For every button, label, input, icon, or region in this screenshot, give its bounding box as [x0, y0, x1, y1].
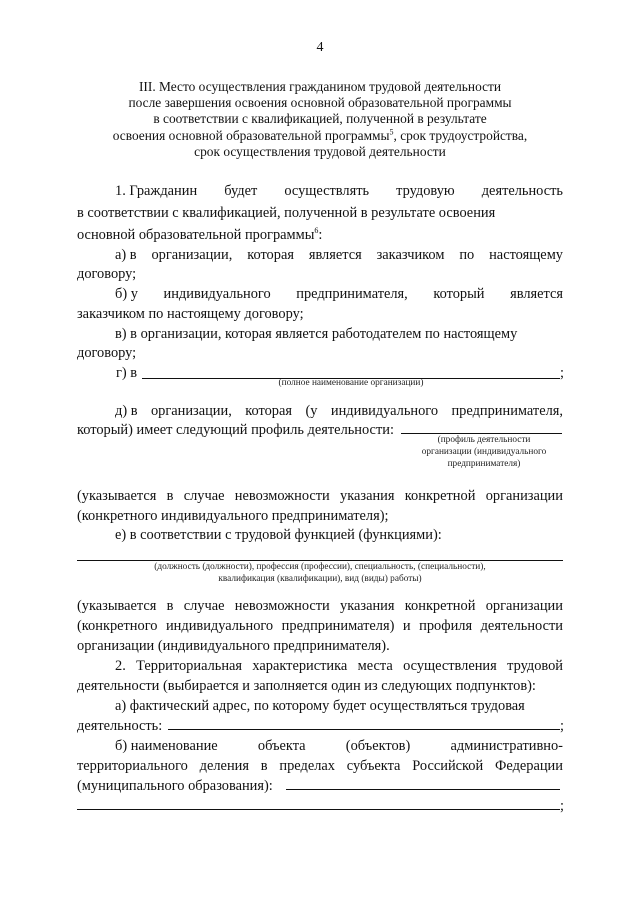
item-b-word: б) у — [115, 286, 138, 302]
p2b-field-2[interactable] — [77, 809, 560, 810]
item-b-word: индивидуального — [163, 286, 271, 302]
item-d-line-2: который) имеет следующий профиль деятельности: — [77, 422, 394, 438]
note-2-word: деятельности — [480, 618, 563, 634]
item-g-label: г) в — [116, 365, 138, 381]
heading-line-4-rest: , срок трудоустройства, — [393, 127, 528, 143]
note-2-word: невозможности — [234, 598, 330, 614]
heading-line-4 — [60, 128, 580, 144]
p1-line-1 — [115, 182, 563, 200]
footnote-mark-5: 5 — [389, 127, 394, 137]
p1-line-3 — [77, 226, 563, 244]
p2b-word: субъекта — [346, 758, 401, 774]
item-d-caption-line: предпринимателя) — [447, 459, 521, 469]
item-g-end: ; — [560, 365, 564, 381]
p1-word: осуществлять — [284, 183, 370, 199]
note-2-line-1 — [77, 597, 563, 615]
item-e-caption-line: квалификация (квалификации), вид (виды) работы) — [218, 574, 422, 584]
item-b-word: предпринимателя, — [296, 286, 408, 302]
heading-line-3: в соответствии с квалификацией, полученной в результате — [153, 111, 487, 127]
item-d-word: индивидуального — [330, 403, 439, 419]
item-d-word: (у — [305, 403, 318, 419]
p1-word: будет — [224, 183, 258, 199]
p2b-word: объекта — [257, 738, 306, 754]
p1-line-2: в соответствии с квалификацией, полученной в результате освоения — [77, 205, 496, 221]
p2-line-2: деятельности (выбирается и заполняется один из следующих подпунктов): — [77, 678, 536, 694]
item-g-caption: (полное наименование организации) — [278, 378, 424, 388]
p1-word: Гражданин — [129, 183, 198, 199]
item-b-word: который — [433, 286, 485, 302]
heading-line-1: III. Место осуществления гражданином трудовой деятельности — [138, 79, 502, 94]
item-e-caption — [77, 561, 563, 585]
p1-word: трудовую — [396, 183, 455, 199]
p2b-word: Российской — [412, 758, 484, 774]
note-2-word: и — [402, 618, 411, 634]
item-b-word: является — [510, 286, 563, 302]
item-d-word: организации, — [150, 403, 232, 419]
heading-line-5: срок осуществления трудовой деятельности — [194, 143, 446, 159]
item-a-word: настоящему — [489, 247, 563, 263]
note-2-word: индивидуального — [165, 618, 274, 634]
item-e-line: е) в соответствии с трудовой функцией (функциями): — [115, 527, 442, 543]
page-number: 4 — [316, 40, 324, 55]
p2b-word: в — [260, 758, 268, 774]
item-a-word: является — [308, 247, 362, 263]
note-1-word: указания — [340, 488, 395, 504]
item-d-caption-line: организации (индивидуального — [421, 447, 547, 457]
item-d-word: которая — [245, 403, 293, 419]
p2a-line-1: а) фактический адрес, по которому будет осуществляться трудовая — [115, 698, 525, 714]
note-2-line-2 — [77, 617, 563, 635]
p2b-field-1[interactable] — [286, 789, 560, 790]
note-2-word: случае — [183, 598, 225, 614]
note-2-word: в — [166, 598, 174, 614]
item-b-line-1 — [115, 285, 563, 303]
p2a-end: ; — [560, 718, 564, 734]
p1-word: деятельность — [481, 183, 563, 199]
item-a-word: по — [459, 247, 475, 263]
item-a-line-1 — [115, 246, 563, 264]
heading-line-4-text: освоения основной образовательной программы — [112, 127, 390, 143]
note-2-word: организации — [485, 598, 563, 614]
note-1-word: организации — [485, 488, 563, 504]
note-1-word: конкретной — [404, 488, 476, 504]
p2-word: 2. — [115, 658, 126, 674]
p2b-word: территориального — [77, 758, 188, 774]
item-a-word: организации, — [151, 247, 233, 263]
p2b-word: административно- — [450, 738, 563, 754]
p2a-field[interactable] — [168, 729, 560, 730]
note-2-line-3: организации (индивидуального предпринимателя). — [77, 638, 390, 654]
item-v-line-2: договору; — [77, 345, 137, 361]
note-1-word: случае — [183, 488, 225, 504]
item-e-caption-line: (должность (должности), профессия (профессии), специальность, (специальности), — [154, 562, 486, 572]
note-1-word: невозможности — [234, 488, 330, 504]
note-2-word: (указывается — [77, 598, 157, 614]
note-2-word: конкретной — [404, 598, 476, 614]
item-a-word: которая — [247, 247, 294, 263]
p2-word: Территориальная — [136, 658, 243, 674]
p2-word: характеристика — [252, 658, 348, 674]
item-a-line-2: договору; — [77, 266, 137, 282]
p2-word: осуществления — [403, 658, 497, 674]
item-b-line-2: заказчиком по настоящему договору; — [77, 306, 304, 322]
p2b-end: ; — [560, 798, 564, 814]
note-2-word: (конкретного — [77, 618, 158, 634]
p2b-word: (объектов) — [345, 738, 411, 754]
heading-line-2: после завершения освоения основной образовательной программы — [128, 95, 512, 111]
note-2-word: указания — [340, 598, 395, 614]
item-v-line-1: в) в организации, которая является работодателем по настоящему — [115, 326, 518, 342]
p2b-line-2 — [77, 757, 563, 775]
item-d-word: предпринимателя, — [451, 403, 563, 419]
item-a-word: заказчиком — [376, 247, 445, 263]
p2b-line-1 — [115, 737, 563, 755]
note-1-line-2: (конкретного индивидуального предпринимателя); — [77, 508, 389, 524]
p2-line-1 — [115, 657, 563, 675]
item-d-word: д) в — [115, 403, 138, 419]
p2a-line-2: деятельность: — [77, 718, 163, 734]
p2b-word: деления — [199, 758, 249, 774]
note-1-line-1 — [77, 487, 563, 505]
footnote-mark-6: 6 — [314, 226, 319, 236]
note-1-word: в — [166, 488, 174, 504]
p2b-word: пределах — [279, 758, 335, 774]
section-heading — [60, 79, 580, 160]
note-1-word: (указывается — [77, 488, 157, 504]
p1-colon: : — [318, 227, 323, 243]
p1-line-3-text: основной образовательной программы — [77, 227, 315, 243]
p2b-line-3: (муниципального образования): — [77, 778, 273, 794]
p2b-word: Федерации — [495, 758, 563, 774]
p2b-word: б) наименование — [115, 738, 218, 754]
p2-word: трудовой — [507, 658, 563, 674]
item-d-caption-line: (профиль деятельности — [437, 435, 531, 445]
p1-words — [115, 182, 197, 200]
item-d-line-1 — [115, 402, 563, 420]
p2-word: места — [357, 658, 393, 674]
item-d-caption — [409, 434, 559, 470]
note-2-word: предпринимателя) — [281, 618, 395, 634]
note-2-word: профиля — [419, 618, 473, 634]
p1-number: 1. — [115, 183, 126, 199]
item-a-word: а) в — [115, 247, 137, 263]
